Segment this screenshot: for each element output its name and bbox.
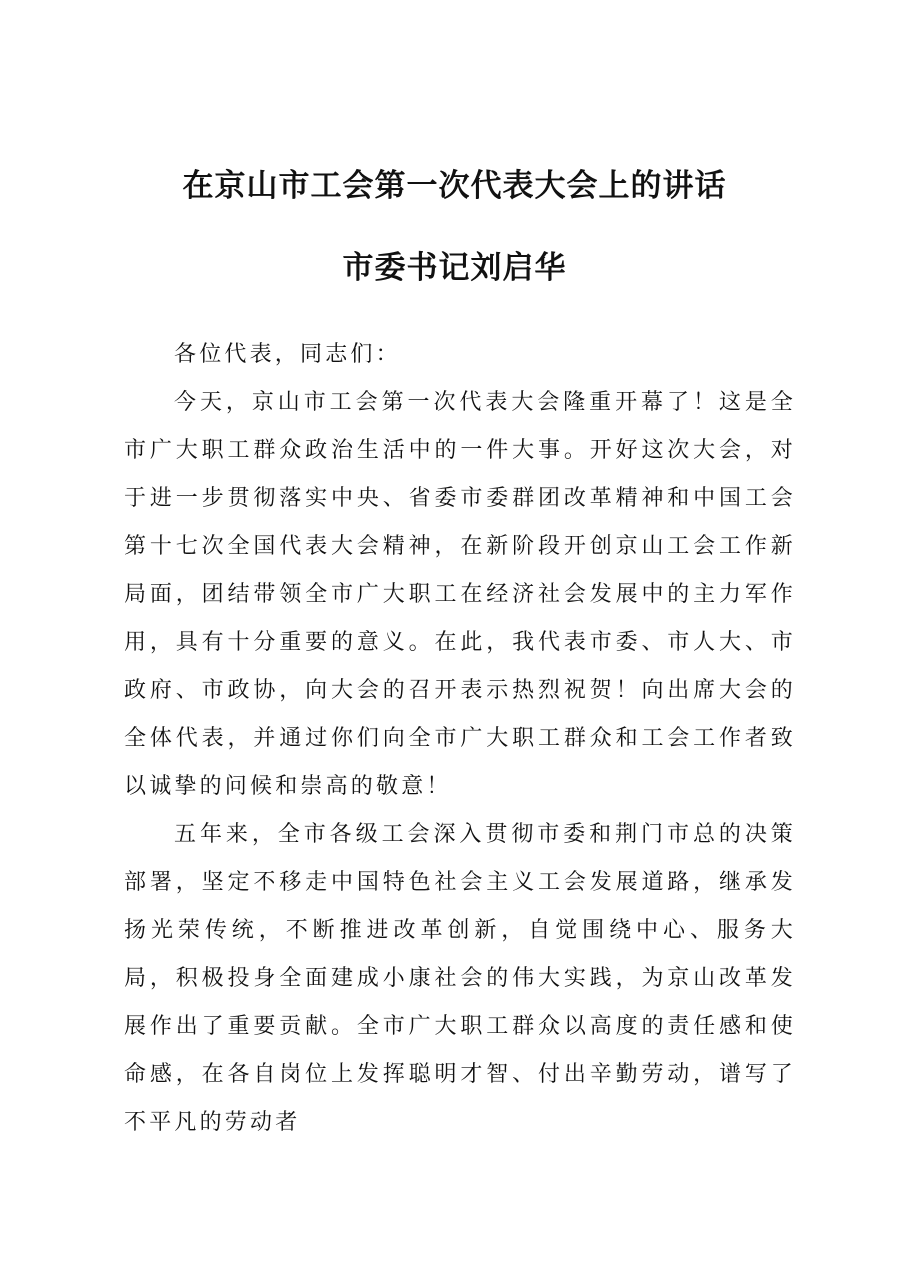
salutation-paragraph: 各位代表，同志们： bbox=[174, 342, 401, 367]
document-title: 在京山市工会第一次代表大会上的讲话 bbox=[182, 168, 727, 204]
document-body bbox=[124, 331, 796, 1147]
body-paragraph: 今天，京山市工会第一次代表大会隆重开幕了！这是全市广大职工群众政治生活中的一件大事。开好这次大会，对于进一步贯彻落实中央、省委市委群团改革精神和中国工会第十七次全国代表大会精神，在新阶段开创京山工会工作新局面，团结带领全市广大职工在经济社会发展中的主力军作用，具有十分重要的意义。在此，我代表市委、市人大、市政府、市政协，向大会的召开表示热烈祝贺！向出席大会的全体代表，并通过你们向全市广大职工群众和工会工作者致以诚挚的问候和崇高的敬意！ bbox=[124, 390, 796, 799]
document-subtitle: 市委书记刘启华 bbox=[342, 250, 567, 286]
body-paragraph: 五年来，全市各级工会深入贯彻市委和荆门市总的决策部署，坚定不移走中国特色社会主义工会发展道路，继承发扬光荣传统，不断推进改革创新，自觉围绕中心、服务大局，积极投身全面建成小康社会的伟大实践，为京山改革发展作出了重要贡献。全市广大职工群众以高度的责任感和使命感，在各自岗位上发挥聪明才智、付出辛勤劳动，谱写了不平凡的劳动者 bbox=[124, 822, 796, 1135]
